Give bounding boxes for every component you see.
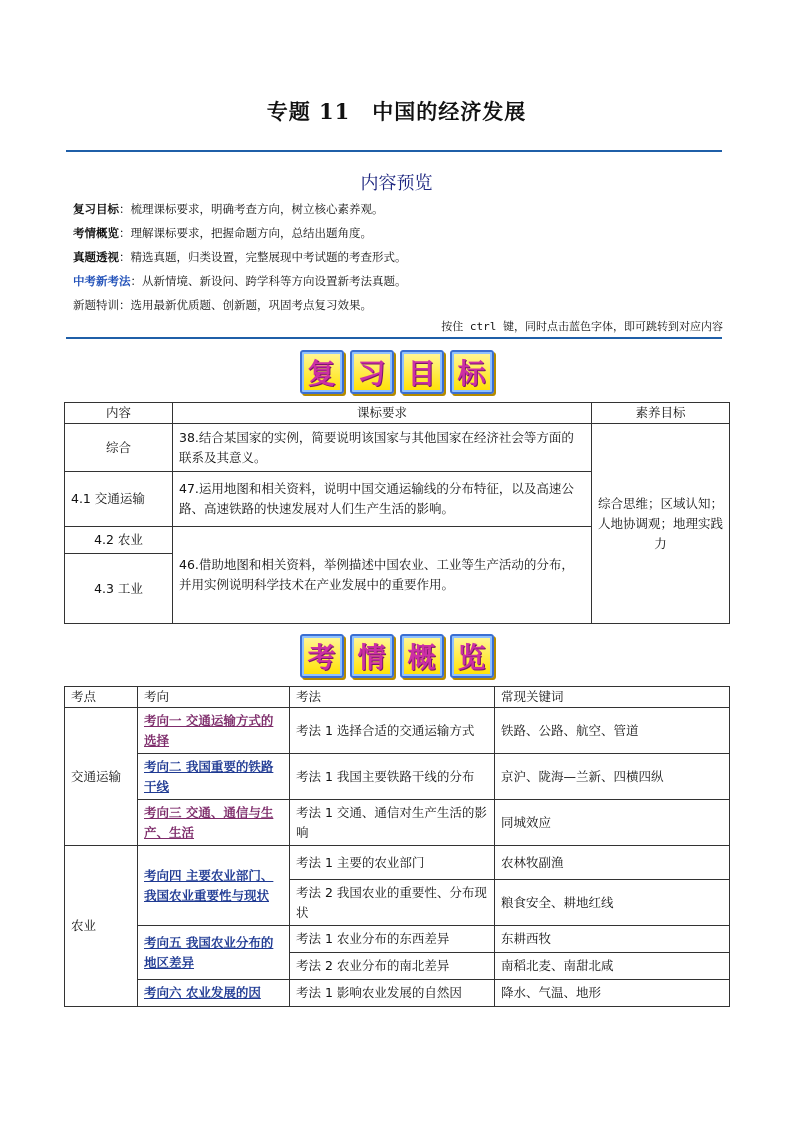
direction-cell xyxy=(138,800,290,846)
content-cell: 综合 xyxy=(65,424,173,472)
preview-item xyxy=(73,249,407,265)
direction-link[interactable]: 考向六 农业发展的因 xyxy=(144,985,261,1000)
preview-item xyxy=(73,273,407,289)
preview-heading: 内容预览 xyxy=(360,173,433,194)
keywords-cell: 降水、气温、地形 xyxy=(495,980,730,1007)
preview-item-colon: ： xyxy=(130,274,142,288)
direction-link[interactable]: 考向五 我国农业分布的地区差异 xyxy=(144,934,274,970)
col-header-direction: 考向 xyxy=(138,687,290,708)
keywords-cell: 农林牧副渔 xyxy=(495,846,730,880)
literacy-cell: 综合思维；区域认知；人地协调观；地理实践力 xyxy=(592,424,730,624)
preview-item-colon: ： xyxy=(119,250,131,264)
col-header-content: 内容 xyxy=(65,403,173,424)
keywords-cell: 同城效应 xyxy=(495,800,730,846)
keywords-cell: 粮食安全、耕地红线 xyxy=(495,880,730,926)
banner-char: 目 xyxy=(400,350,444,394)
direction-link[interactable]: 考向三 交通、通信与生产、生活 xyxy=(144,804,274,840)
preview-item-text: 选用最新优质题、创新题，巩固考点复习效果。 xyxy=(130,298,372,312)
page-title xyxy=(0,96,793,126)
ctrl-hint: 按住 ctrl 键，同时点击蓝色字体，即可跳转到对应内容 xyxy=(441,320,723,333)
preview-item-label: 中考新考法 xyxy=(73,274,131,288)
preview-item xyxy=(73,225,372,241)
preview-item-label: 真题透视 xyxy=(73,250,119,264)
goals-table xyxy=(64,402,730,624)
direction-link[interactable]: 考向一 交通运输方式的选择 xyxy=(144,712,274,748)
banner-char: 考 xyxy=(300,634,344,678)
goals-header-row xyxy=(65,403,730,424)
preview-item xyxy=(73,297,372,313)
preview-item xyxy=(73,201,384,217)
method-cell: 考法 1 我国主要铁路干线的分布 xyxy=(290,754,495,800)
content-cell: 4.2 农业 xyxy=(65,527,173,554)
preview-divider xyxy=(66,337,722,339)
preview-item-text: 从新情境、新设问、跨学科等方向设置新考法真题。 xyxy=(142,274,407,288)
direction-link[interactable]: 考向二 我国重要的铁路干线 xyxy=(144,758,274,794)
review-goals-banner xyxy=(0,350,793,394)
requirement-cell: 46.借助地图和相关资料，举例描述中国农业、工业等生产活动的分布，并用实例说明科学技术在产业发展中的重要作用。 xyxy=(173,527,592,624)
title-divider xyxy=(66,150,722,152)
content-cell: 4.3 工业 xyxy=(65,554,173,624)
banner-char: 情 xyxy=(350,634,394,678)
overview-table xyxy=(64,686,730,1007)
direction-cell xyxy=(138,708,290,754)
requirement-cell: 47.运用地图和相关资料，说明中国交通运输线的分布特征，以及高速公路、高速铁路的快速发展对人们生产生活的影响。 xyxy=(173,472,592,527)
preview-item-text: 理解课标要求，把握命题方向，总结出题角度。 xyxy=(130,226,372,240)
table-row xyxy=(65,754,730,800)
banner-char: 标 xyxy=(450,350,494,394)
col-header-requirement: 课标要求 xyxy=(173,403,592,424)
direction-cell xyxy=(138,926,290,980)
method-cell: 考法 1 选择合适的交通运输方式 xyxy=(290,708,495,754)
content-cell: 4.1 交通运输 xyxy=(65,472,173,527)
banner-char: 复 xyxy=(300,350,344,394)
method-cell: 考法 1 农业分布的东西差异 xyxy=(290,926,495,953)
method-cell: 考法 1 影响农业发展的自然因 xyxy=(290,980,495,1007)
keywords-cell: 铁路、公路、航空、管道 xyxy=(495,708,730,754)
method-cell: 考法 2 我国农业的重要性、分布现状 xyxy=(290,880,495,926)
overview-header-row xyxy=(65,687,730,708)
banner-char: 习 xyxy=(350,350,394,394)
preview-item-colon: ： xyxy=(119,298,131,312)
preview-item-text: 梳理课标要求，明确考查方向，树立核心素养观。 xyxy=(130,202,384,216)
table-row xyxy=(65,926,730,953)
preview-item-label: 复习目标 xyxy=(73,202,119,216)
preview-item-colon: ： xyxy=(119,202,131,216)
direction-cell xyxy=(138,846,290,926)
preview-item-label: 新题特训 xyxy=(73,298,119,312)
method-cell: 考法 1 交通、通信对生产生活的影响 xyxy=(290,800,495,846)
exam-point-cell: 农业 xyxy=(65,846,138,1007)
table-row xyxy=(65,980,730,1007)
keywords-cell: 南稻北麦、南甜北咸 xyxy=(495,953,730,980)
preview-item-label: 考情概览 xyxy=(73,226,119,240)
keywords-cell: 东耕西牧 xyxy=(495,926,730,953)
topic-number: 专题 11 xyxy=(266,99,351,124)
banner-char: 概 xyxy=(400,634,444,678)
col-header-literacy: 素养目标 xyxy=(592,403,730,424)
exam-point-cell: 交通运输 xyxy=(65,708,138,846)
col-header-point: 考点 xyxy=(65,687,138,708)
preview-item-colon: ： xyxy=(119,226,131,240)
direction-link[interactable]: 考向四 主要农业部门、我国农业重要性与现状 xyxy=(144,867,274,903)
table-row xyxy=(65,800,730,846)
table-row xyxy=(65,846,730,880)
method-cell: 考法 2 农业分布的南北差异 xyxy=(290,953,495,980)
method-cell: 考法 1 主要的农业部门 xyxy=(290,846,495,880)
requirement-cell: 38.结合某国家的实例，简要说明该国家与其他国家在经济社会等方面的联系及其意义。 xyxy=(173,424,592,472)
col-header-method: 考法 xyxy=(290,687,495,708)
direction-cell xyxy=(138,980,290,1007)
banner-char: 览 xyxy=(450,634,494,678)
keywords-cell: 京沪、陇海—兰新、四横四纵 xyxy=(495,754,730,800)
table-row xyxy=(65,424,730,472)
preview-item-text: 精选真题，归类设置，完整展现中考试题的考查形式。 xyxy=(130,250,407,264)
direction-cell xyxy=(138,754,290,800)
table-row xyxy=(65,708,730,754)
topic-name: 中国的经济发展 xyxy=(372,99,527,124)
col-header-keywords: 常现关键词 xyxy=(495,687,730,708)
exam-overview-banner xyxy=(0,634,793,678)
